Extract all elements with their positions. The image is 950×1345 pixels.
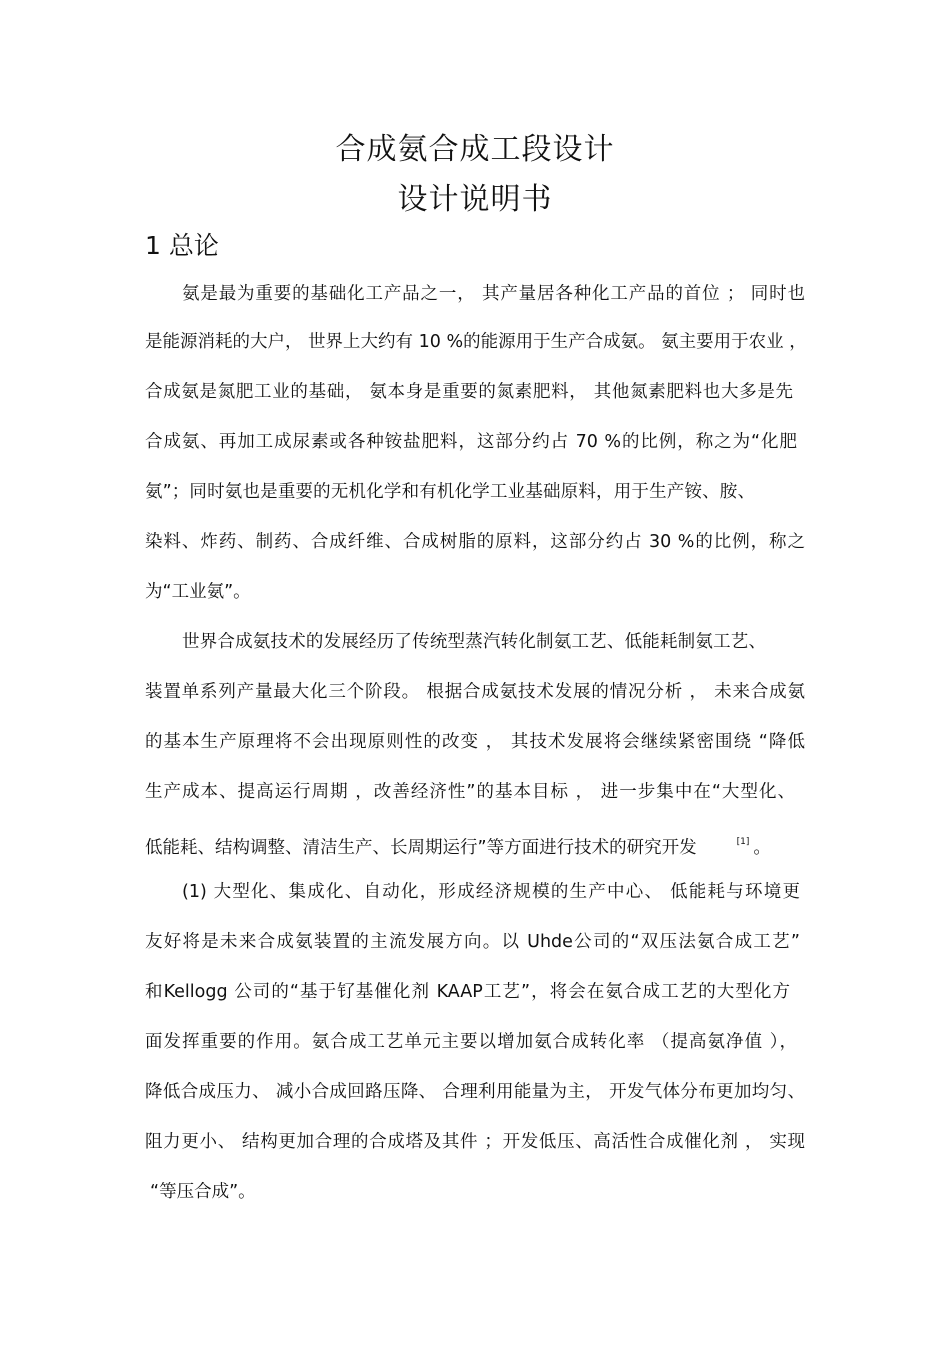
paragraph-line: 和Kellogg 公司的“基于钌基催化剂 KAAP工艺”，将会在氨合成工艺的大型化方	[145, 982, 790, 1002]
paragraph-end-punct: 。	[753, 838, 771, 858]
paragraph-text: 低能耗、结构调整、清洁生产、长周期运行”等方面进行技术的研究开发	[145, 838, 697, 858]
document-subtitle: 设计说明书	[397, 182, 553, 217]
paragraph-line: 降低合成压力、 减小合成回路压降、 合理利用能量为主， 开发气体分布更加均匀、	[145, 1082, 805, 1102]
paragraph-line-with-ref	[145, 830, 805, 860]
paragraph-line: 装置单系列产量最大化三个阶段。 根据合成氨技术发展的情况分析 ， 未来合成氨	[145, 682, 805, 702]
paragraph-line: “等压合成”。	[150, 1182, 256, 1202]
paragraph-line: 合成氨、再加工成尿素或各种铵盐肥料，这部分约占 70 %的比例，称之为“化肥	[145, 432, 797, 452]
paragraph-line: 面发挥重要的作用。氨合成工艺单元主要以增加氨合成转化率 （提高氨净值 ），	[145, 1032, 797, 1052]
paragraph-line: 氨是最为重要的基础化工产品之一， 其产量居各种化工产品的首位 ； 同时也	[182, 284, 805, 304]
paragraph-line: 氨”；同时氨也是重要的无机化学和有机化学工业基础原料，用于生产铵、胺、	[145, 482, 755, 502]
paragraph-line: 世界合成氨技术的发展经历了传统型蒸汽转化制氨工艺、低能耗制氨工艺、	[182, 632, 766, 652]
section-heading: 1 总论	[145, 231, 219, 260]
paragraph-line: 合成氨是氮肥工业的基础， 氨本身是重要的氮素肥料， 其他氮素肥料也大多是先	[145, 382, 793, 402]
paragraph-line: 友好将是未来合成氨装置的主流发展方向。以 Uhde公司的“双压法氨合成工艺”	[145, 932, 800, 952]
paragraph-line: (1) 大型化、集成化、自动化，形成经济规模的生产中心、 低能耗与环境更	[182, 882, 800, 902]
paragraph-line: 阻力更小、 结构更加合理的合成塔及其件 ；开发低压、高活性合成催化剂 ， 实现	[145, 1132, 805, 1152]
document-title: 合成氨合成工段设计	[335, 132, 615, 167]
paragraph-line: 生产成本、提高运行周期 ，改善经济性”的基本目标 ， 进一步集中在“大型化、	[145, 782, 795, 802]
citation-reference: [1]	[736, 837, 750, 847]
paragraph-line: 是能源消耗的大户， 世界上大约有 10 %的能源用于生产合成氨。 氨主要用于农业 ，	[145, 332, 807, 352]
paragraph-line: 的基本生产原理将不会出现原则性的改变 ， 其技术发展将会继续紧密围绕 “降低	[145, 732, 805, 752]
paragraph-line: 为“工业氨”。	[145, 582, 251, 602]
paragraph-line: 染料、炸药、制药、合成纤维、合成树脂的原料，这部分约占 30 %的比例，称之	[145, 532, 805, 552]
